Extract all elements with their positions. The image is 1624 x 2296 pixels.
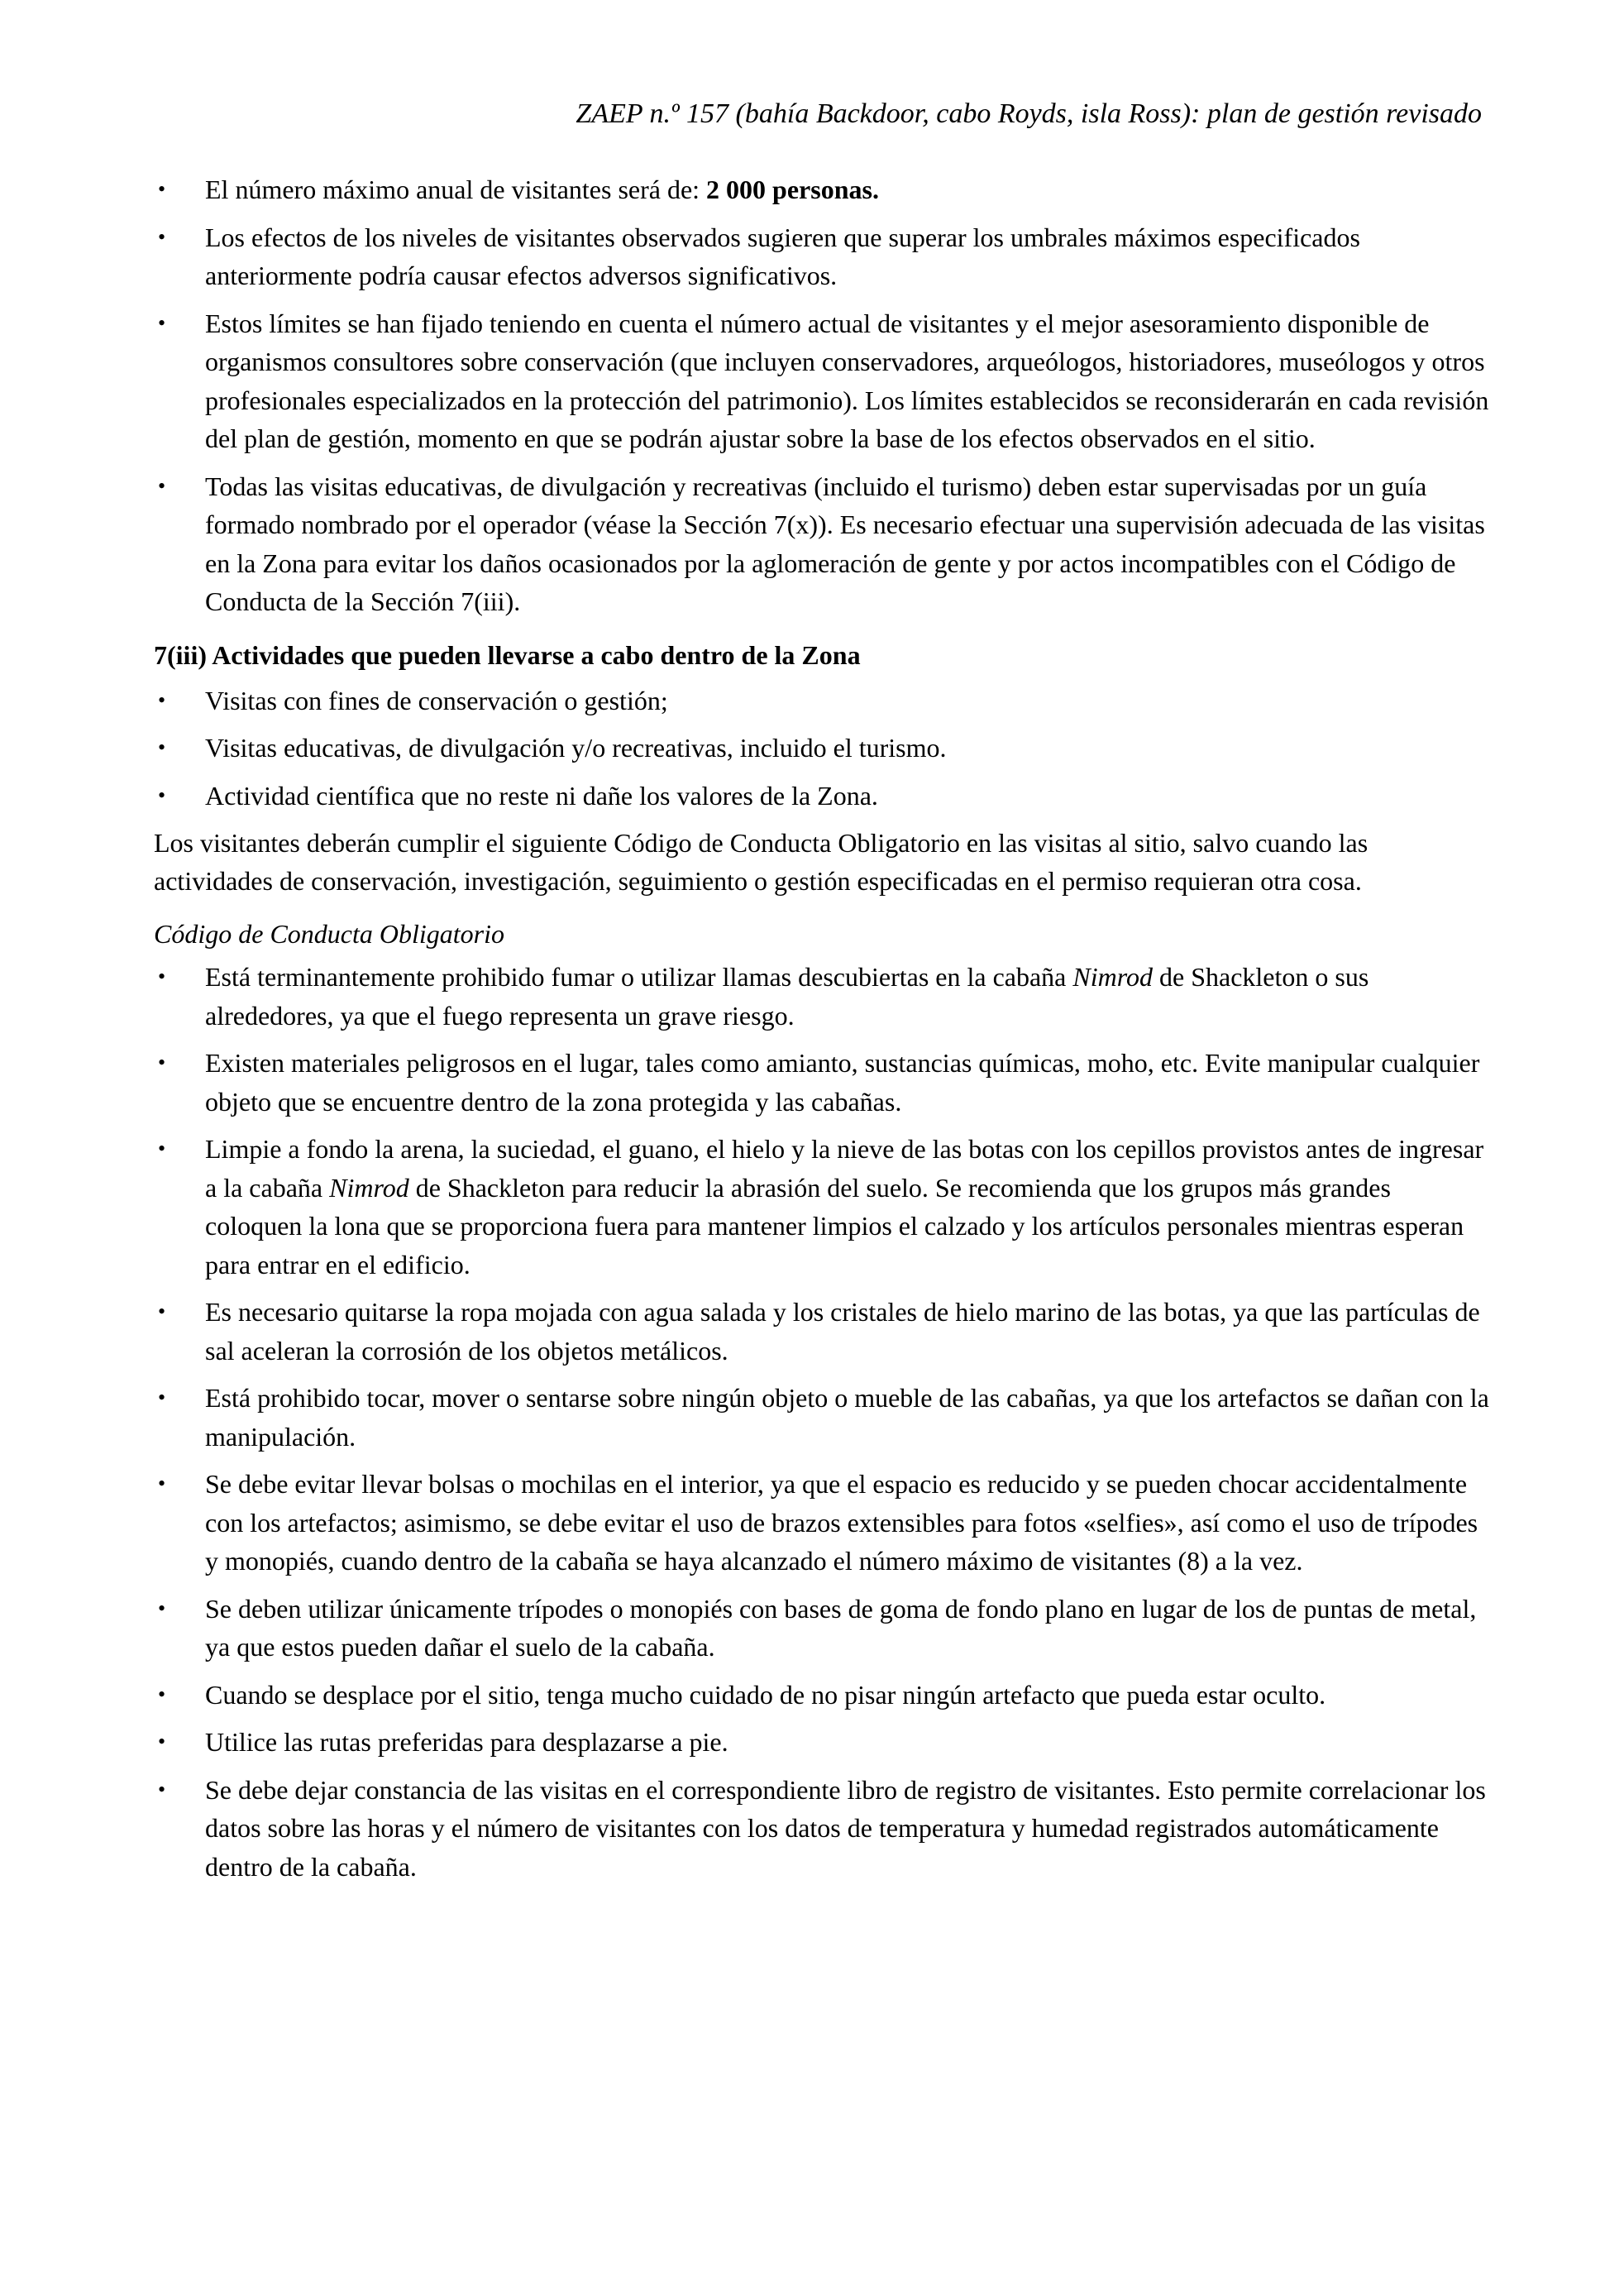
list-item <box>154 1676 1490 1715</box>
bullet-icon: • <box>158 1681 166 1706</box>
list-item <box>154 1293 1490 1370</box>
bullet-icon: • <box>158 687 166 712</box>
list-item-text: Cuando se desplace por el sitio, tenga mucho cuidado de no pisar ningún artefacto que pueda estar oculto. <box>205 1679 1326 1710</box>
bullet-icon: • <box>158 177 166 201</box>
list-item <box>154 467 1490 621</box>
bullet-icon: • <box>158 1729 166 1753</box>
bullet-icon: • <box>158 1777 166 1801</box>
list-item-text: Los efectos de los niveles de visitantes observados sugieren que superar los umbrales máximos especificados anteriormente podría causar efectos adversos significativos. <box>205 222 1360 290</box>
list-item-text: Se debe dejar constancia de las visitas en el correspondiente libro de registro de visitantes. Esto permite correlacionar los datos sobre las horas y el número de visitantes con los datos de temperatura y humedad registrados automáticamente dentro de la cabaña. <box>205 1774 1486 1882</box>
bullet-icon: • <box>158 782 166 807</box>
conduct-intro-paragraph: Los visitantes deberán cumplir el siguiente Código de Conducta Obligatorio en las visitas al sitio, salvo cuando las actividades de conservación, investigación, seguimiento o gestión especificadas en el permiso requieran otra cosa. <box>154 828 1368 896</box>
code-of-conduct-title: Código de Conducta Obligatorio <box>154 919 504 949</box>
list-item-text: de Shackleton o sus alrededores, ya que el fuego representa un grave riesgo. <box>205 962 1369 1031</box>
running-header: ZAEP n.º 157 (bahía Backdoor, cabo Royds, isla Ross): plan de gestión revisado <box>576 98 1482 129</box>
list-item <box>154 304 1490 458</box>
list-item-text: Visitas con fines de conservación o gestión; <box>205 685 668 715</box>
bullet-icon: • <box>158 1299 166 1323</box>
list-item-text: de Shackleton para reducir la abrasión del suelo. Se recomienda que los grupos más grandes coloquen la lona que se proporciona fuera para mantener limpios el calzado y los artículos personales mientras esperan para entrar en el edificio. <box>205 1172 1464 1280</box>
hut-name: Nimrod <box>1072 962 1153 992</box>
bullet-icon: • <box>158 224 166 249</box>
list-item-text: Limpie a fondo la arena, la suciedad, el guano, el hielo y la nieve de las botas con los cepillos provistos antes de ingresar a la cabaña <box>205 1134 1484 1203</box>
list-item <box>154 1379 1490 1456</box>
list-item-text: Está terminantemente prohibido fumar o utilizar llamas descubiertas en la cabaña <box>205 962 1073 992</box>
list-item-text: Existen materiales peligrosos en el lugar, tales como amianto, sustancias químicas, moho, etc. Evite manipular cualquier objeto que se encuentre dentro de la zona protegida y las cabañas. <box>205 1048 1480 1117</box>
list-item <box>154 1771 1490 1887</box>
bullet-icon: • <box>158 1136 166 1160</box>
list-item <box>154 218 1490 295</box>
hut-name: Nimrod <box>329 1172 409 1203</box>
list-item-text: Se debe evitar llevar bolsas o mochilas en el interior, ya que el espacio es reducido y se pueden chocar accidentalmente con los artefactos; asimismo, se debe evitar el uso de brazos extensibles para fotos «selfies», así como el uso de trípodes y monopiés, cuando dentro de la cabaña se haya alcanzado el número máximo de visitantes (8) a la vez. <box>205 1469 1478 1576</box>
activities-list <box>154 682 1490 816</box>
list-item-text: Utilice las rutas preferidas para desplazarse a pie. <box>205 1727 728 1757</box>
bullet-icon: • <box>158 1471 166 1495</box>
list-item <box>154 777 1490 816</box>
list-item <box>154 170 1490 209</box>
section-heading-7iii: 7(iii) Actividades que pueden llevarse a cabo dentro de la Zona <box>154 639 861 670</box>
list-item-text: Visitas educativas, de divulgación y/o recreativas, incluido el turismo. <box>205 733 947 763</box>
bullet-icon: • <box>158 1050 166 1074</box>
visitor-limits-list <box>154 170 1490 621</box>
bullet-icon: • <box>158 473 166 498</box>
list-item <box>154 1723 1490 1762</box>
list-item <box>154 1130 1490 1284</box>
list-item-text: El número máximo anual de visitantes será de: <box>205 175 707 204</box>
list-item <box>154 958 1490 1035</box>
code-of-conduct-list <box>154 958 1490 1886</box>
bullet-icon: • <box>158 310 166 335</box>
list-item-text: Está prohibido tocar, mover o sentarse sobre ningún objeto o mueble de las cabañas, ya que los artefactos se dañan con la manipulación. <box>205 1383 1489 1452</box>
list-item <box>154 682 1490 720</box>
list-item-text: Todas las visitas educativas, de divulgación y recreativas (incluido el turismo) deben estar supervisadas por un guía formado nombrado por el operador (véase la Sección 7(x)). Es necesario efectuar una supervisión adecuada de las visitas en la Zona para evitar los daños ocasionados por la aglomeración de gente y por actos incompatibles con el Código de Conducta de la Sección 7(iii). <box>205 471 1485 616</box>
list-item-text: Estos límites se han fijado teniendo en cuenta el número actual de visitantes y el mejor asesoramiento disponible de organismos consultores sobre conservación (que incluyen conservadores, arqueólogos, historiadores, museólogos y otros profesionales especializados en la protección del patrimonio). Los límites establecidos se reconsiderarán en cada revisión del plan de gestión, momento en que se podrán ajustar sobre la base de los efectos observados en el sitio. <box>205 308 1489 453</box>
bullet-icon: • <box>158 1385 166 1409</box>
list-item-text: Actividad científica que no reste ni dañe los valores de la Zona. <box>205 780 878 811</box>
bullet-icon: • <box>158 964 166 988</box>
list-item-text: Es necesario quitarse la ropa mojada con agua salada y los cristales de hielo marino de las botas, ya que las partículas de sal aceleran la corrosión de los objetos metálicos. <box>205 1297 1480 1366</box>
list-item <box>154 729 1490 768</box>
list-item <box>154 1590 1490 1667</box>
page-content <box>154 170 1490 1895</box>
list-item <box>154 1465 1490 1581</box>
max-visitors-value: 2 000 personas. <box>706 175 879 204</box>
list-item <box>154 1044 1490 1121</box>
list-item-text: Se deben utilizar únicamente trípodes o monopiés con bases de goma de fondo plano en lugar de los de puntas de metal, ya que estos pueden dañar el suelo de la cabaña. <box>205 1593 1477 1662</box>
bullet-icon: • <box>158 735 166 759</box>
bullet-icon: • <box>158 1595 166 1620</box>
